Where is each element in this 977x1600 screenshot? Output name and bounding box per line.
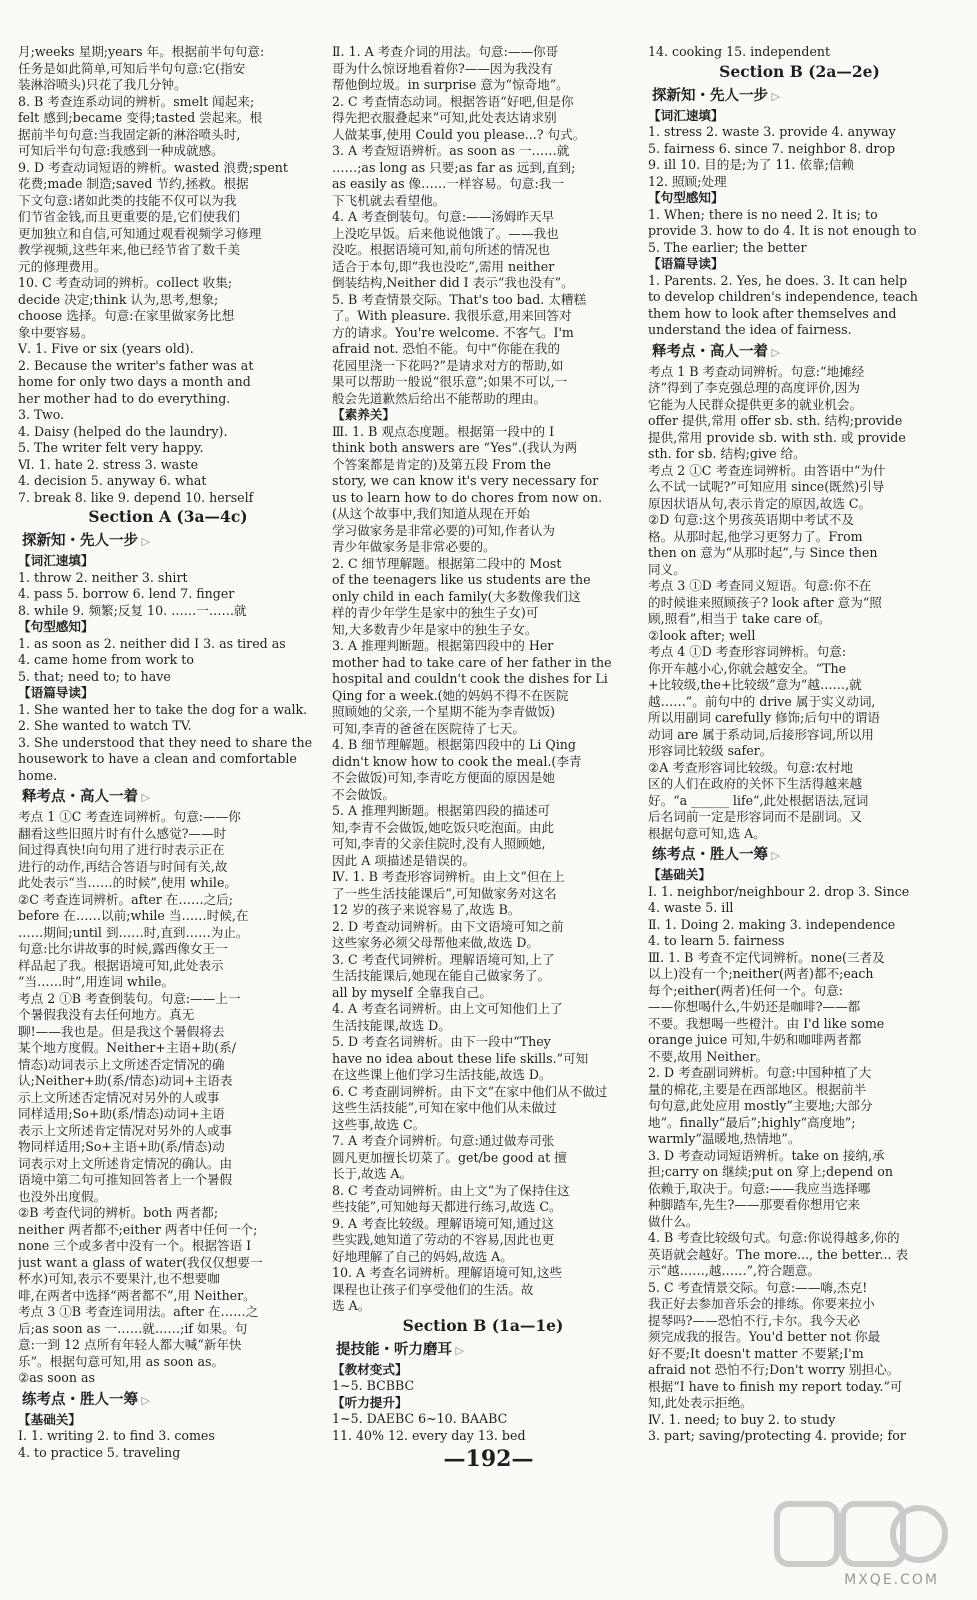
answer-line: 了。With pleasure. 我很乐意,用来回答对 [332, 308, 572, 323]
answer-line: 3. A 推理判断题。根据第四段中的 Her [332, 638, 554, 653]
answer-line: 好地理解了自己的妈妈,故选 A。 [332, 1248, 513, 1264]
bracket-label: 【语篇导读】 [648, 256, 724, 271]
answer-line: 每个;either(两者)任何一个。句意: [648, 982, 843, 998]
answer-line: Ⅱ. 1. A 考查介词的用法。句意:——你哥 [332, 44, 559, 59]
answer-line: 12. 照顾;处理 [648, 173, 727, 189]
answer-line: 上没吃早饭。后来他说他饿了。——我也 [332, 225, 559, 241]
answer-line: ②D 句意:这个男孩英语期中考试不及 [648, 512, 854, 527]
answer-line: 照顾她的父亲,一个星期不能为李青做饭) [332, 704, 556, 719]
block-heading: 探新知・先人一步 ▷ [648, 83, 951, 108]
answer-line: hospital and couldn't cook the dishes for Li [332, 671, 608, 686]
answer-line: think both answers are “Yes”.(我认为两 [332, 440, 578, 455]
answer-line: ②as soon as [18, 1370, 95, 1385]
answer-line: 4. waste 5. ill [648, 900, 734, 915]
answer-line: 9. A 考查比较级。理解语境可知,通过这 [332, 1215, 555, 1231]
answer-line: 1. When; there is no need 2. It is; to [648, 206, 878, 222]
answer-line: 圆凡更加擅长切菜了。get/be good at 擅 [332, 1149, 567, 1165]
answer-line: 花园里浇一下花吗?”是请求对方的帮助,如 [332, 357, 564, 373]
section-heading: Section A (3a—4c) [88, 507, 248, 526]
answer-line: 象中要容易。 [18, 324, 94, 340]
answer-line: 示上文所述否定情况对另外的人或事 [18, 1089, 220, 1105]
answer-line: ②C 考查连词辨析。after 在……之后; [18, 891, 234, 907]
answer-line: 7. A 考查介词辨析。句意:通过做寿司张 [332, 1133, 555, 1148]
answer-line: have no idea about these life skills.”可知 [332, 1050, 589, 1066]
answer-line: 句句意,此处应用 mostly“主要地;大部分 [648, 1098, 873, 1113]
answer-line: 翻看这些旧照片时有什么感觉?——时 [18, 825, 227, 841]
answer-line: provide 3. how to do 4. It is not enough to [648, 223, 917, 238]
answer-line: 这些家务必须父母帮他来做,故选 D。 [332, 935, 540, 950]
answer-line: Ⅳ. 1. B 考查形容词辨析。由上文“但在上 [332, 869, 565, 884]
answer-line: 们节省金钱,而且更重要的是,它们使我们 [18, 209, 241, 224]
answer-line: 2. C 细节理解题。根据第二段中的 Most [332, 555, 562, 571]
answer-line: 2. D 考查副词辨析。句意:中国种植了大 [648, 1065, 872, 1080]
answer-line: 10. C 考查动词的辨析。collect 收集; [18, 275, 233, 290]
answer-line: ——你想喝什么,牛奶还是咖啡?——都 [648, 999, 861, 1014]
section-heading: Section B (1a—1e) [402, 1315, 564, 1335]
answer-line: as easily as 像……一样容易。句意:我一 [332, 176, 564, 191]
answer-line: 14. cooking 15. independent [648, 44, 831, 59]
answer-line: 示“越……,越……”,符合题意。 [648, 1263, 821, 1278]
answer-line: 可知,李青的爸爸在医院待了七天。 [332, 720, 525, 736]
page-number: —192— [443, 1446, 534, 1472]
answer-line: 同义。 [648, 561, 686, 577]
answer-line: 3. C 考查代词辨析。理解语境可知,上了 [332, 951, 555, 967]
answer-line: 可知后半句句意:我感到一种成就感。 [18, 143, 224, 158]
answer-line: 知,李青不会做饭,她吃饭只吃泡面。由此 [332, 819, 555, 835]
answer-line: 区的人们在政府的关怀下生活得越来越 [648, 776, 863, 791]
answer-line: felt 感到;became 变得;tasted 尝起来。根 [18, 110, 263, 125]
answer-line: 7. break 8. like 9. depend 10. herself [18, 489, 254, 505]
answer-line: 月;weeks 星期;years 年。根据前半句句意: [18, 44, 265, 59]
answer-line: 12 岁的孩子来说容易了,故选 B。 [332, 902, 521, 917]
answer-line: 学习做家务是非常必要的)可知,作者认为 [332, 522, 556, 538]
answer-line: 认;Neither+助(系/情态)动词+主语表 [18, 1073, 233, 1088]
answer-line: mother had to take care of her father in the [332, 654, 612, 670]
answer-line: 样品起了我。根据语境可知,此处表示 [18, 957, 224, 973]
answer-line: Ⅳ. 1. need; to buy 2. to study [648, 1411, 836, 1427]
answer-line: to develop children's independence, teach [648, 289, 918, 304]
answer-line: 得先把衣服叠起来”可知,此处表达请求别 [332, 110, 557, 125]
answer-line: 1. She wanted her to take the dog for a walk. [18, 701, 308, 717]
answer-line: 这些生活技能”,可知在家中他们从未做过 [332, 1100, 557, 1115]
answer-line: 生活技能课后,她现在能自己做家务了。 [332, 968, 551, 983]
answer-line: 4. to practice 5. traveling [18, 1444, 181, 1460]
answer-line: 种脚踏车,先生?——那要看你想用它来 [648, 1197, 861, 1212]
answer-line: 4. B 细节理解题。根据第四段中的 Li Qing [332, 737, 576, 752]
answer-line: 4. A 考查倒装句。句意:——汤姆昨天早 [332, 209, 555, 224]
answer-line: 不要,故用 Neither。 [648, 1048, 769, 1064]
answer-line: 花费;made 制造;saved 节约,拯救。根据 [18, 176, 249, 191]
answer-line: 没吃。根据语境可知,前句所述的情况也 [332, 242, 551, 257]
answer-line: 8. C 考查动词辨析。由上文“为了保持住这 [332, 1182, 570, 1198]
answer-line: 2. Because the writer's father was at [18, 357, 254, 373]
answer-line: 英语就会越好。The more..., the better... 表 [648, 1246, 909, 1262]
answer-line: 在这些课上他们学习生活技能,故选 D。 [332, 1067, 552, 1082]
answer-line: 么不试一试呢?”可知应用 since(既然)引导 [648, 479, 885, 494]
answer-line: 不会做饭)可知,李青吃方便面的原因是她 [332, 770, 556, 785]
answer-line: Ⅲ. 1. B 观点态度题。根据第一段中的 I [332, 423, 555, 439]
answer-line: housework to have a clean and comfortable [18, 751, 297, 766]
answer-line: 因此 A 项描述是错误的。 [332, 852, 476, 868]
answer-line: 5. The writer felt very happy. [18, 440, 204, 455]
answer-line: 8. while 9. 频繁;反复 10. ……一……就 [18, 602, 247, 618]
answer-line: 1. Parents. 2. Yes, he does. 3. It can help [648, 272, 908, 288]
answer-line: decide 决定;think 认为,思考,想象; [18, 291, 219, 307]
answer-line: 1. throw 2. neither 3. shirt [18, 569, 188, 585]
answer-line: 装淋浴喷头)只花了我几分钟。 [18, 77, 187, 92]
answer-line: 后名词前一定是形容词而不是副词。又 [648, 809, 863, 824]
answer-line: ②B 考查代词的辨析。both 两者都; [18, 1205, 219, 1220]
answer-line: 元的修理费用。 [18, 258, 107, 274]
answer-line: 样的青少年学生是家中的独生子女)可 [332, 605, 539, 620]
answer-line: 进行的动作,再结合答语与时间有关,故 [18, 858, 228, 874]
answer-line: 啡,在两者中选择“两者都不”,用 Neither。 [18, 1287, 256, 1303]
answer-line: 4. decision 5. anyway 6. what [18, 473, 207, 488]
answer-line: 1. as soon as 2. neither did I 3. as tired as [18, 635, 286, 651]
answer-line: ……期间;until 到……时,直到……为止。 [18, 924, 249, 940]
bracket-label: 【教材变式】 [332, 1361, 408, 1377]
answer-line: ……;as long as 只要;as far as 远到,直到; [332, 159, 576, 175]
answer-line: 8. B 考查连系动词的辨析。smelt 闻起来; [18, 93, 255, 109]
answer-line: 5. A 推理判断题。根据第四段的描述可 [332, 803, 551, 818]
answer-line: 1~5. DAEBC 6~10. BAABC [332, 1411, 508, 1426]
answer-line: 依赖于,取决于。句意:——我应当选择哪 [648, 1180, 871, 1196]
answer-line: 5. that; need to; to have [18, 668, 171, 684]
answer-line: 我正好去参加音乐会的排练。你要来拉小 [648, 1296, 875, 1311]
answer-line: 它能为人民群众提供更多的就业机会。 [648, 396, 863, 412]
answer-line: 5. D 考查名词辨析。由下一段中“They [332, 1034, 551, 1049]
bracket-label: 【基础关】 [18, 1411, 81, 1427]
answer-line: afraid not 恐怕不行;Don't worry 别担心。 [648, 1362, 900, 1377]
answer-line: 表示上文所述肯定情况对另外的人或事 [18, 1122, 233, 1138]
answer-line: 了一些生活技能课后”,可知做家务对这名 [332, 885, 557, 901]
answer-line: 考点 4 ①D 考查形容词辨析。句意: [648, 644, 847, 659]
answer-line: 这些事,故选 C。 [332, 1116, 426, 1132]
answer-line: 3. part; saving/protecting 4. provide; for [648, 1428, 906, 1443]
answer-line: 动词 are 属于系动词,后接形容词,所以用 [648, 726, 874, 742]
answer-line: 据前半句句意:当我固定新的淋浴喷头时, [18, 126, 241, 142]
block-heading: 释考点・高人一着 ▷ [648, 339, 951, 364]
answer-line: 的时候谁来照顾孩子? look after 意为“照 [648, 594, 882, 610]
answer-line: 倒装结构,Neither did I 表示“我也没有”。 [332, 275, 574, 290]
bracket-label: 【句型感知】 [18, 619, 94, 634]
answer-line: offer 提供,常用 offer sb. sth. 结构;provide [648, 413, 903, 428]
answer-line: 任务是如此简单,可知后半句句意:它(指安 [18, 60, 246, 76]
answer-line: 5. C 考查情景交际。句意:——嗨,杰克! [648, 1279, 868, 1295]
answer-line: 2. D 考查动词辨析。由下文语境可知之前 [332, 918, 564, 934]
answer-line: 顾,照看”,相当于 take care of。 [648, 611, 831, 626]
answer-line: all by myself 全靠我自己。 [332, 984, 492, 1000]
answer-line: 4. came home from work to [18, 652, 194, 667]
answer-line: 量的棉花,主要是在西部地区。根据前半 [648, 1081, 867, 1097]
answer-line: 越……”。前句中的 drive 属于实义动词, [648, 693, 876, 709]
answer-line: sth. for sb. 结构;give 给。 [648, 446, 806, 461]
answer-line: story, we can know it's very necessary for [332, 473, 599, 488]
answer-line: understand the idea of fairness. [648, 322, 852, 337]
answer-line: 知,此处表示拒绝。 [648, 1395, 753, 1410]
answer-line: 4. Daisy (helped do the laundry). [18, 423, 228, 439]
answer-line: 般会先道歉然后给出不能帮助的理由。 [332, 390, 547, 406]
answer-line: home. [18, 767, 58, 783]
answer-line: 杯水)可知,表示不要果汁,也不想要咖 [18, 1271, 220, 1286]
block-heading: 释考点・高人一着 ▷ [18, 784, 318, 809]
section-heading: Section B (2a—2e) [719, 61, 880, 81]
answer-line: 乐”。根据句意可知,用 as soon as。 [18, 1353, 225, 1369]
answer-line: 知,大多数青少年是家中的独生子女。 [332, 621, 538, 637]
answer-column-middle [332, 44, 634, 1444]
answer-line: 地”。finally“最后”;highly“高度地”; [648, 1114, 856, 1130]
answer-line: (从这个故事中,我们知道从现在开始 [332, 506, 530, 521]
answer-line: 青少年做家务是非常必要的。 [332, 539, 496, 554]
answer-line: 哥为什么惊讶地看着你?——因为我没有 [332, 60, 553, 76]
answer-line: 间过得真快!向句用了进行时表示正在 [18, 842, 225, 857]
answer-line: warmly“温暖地,热情地”。 [648, 1131, 801, 1146]
answer-line: Ⅵ. 1. hate 2. stress 3. waste [18, 456, 199, 472]
answer-line: 10. A 考查名词辨析。理解语境可知,这些 [332, 1265, 563, 1280]
block-heading: 探新知・先人一步 ▷ [18, 528, 318, 553]
block-heading: 练考点・胜人一筹 ▷ [648, 842, 951, 867]
answer-line: 你开车越小心,你就会越安全。“The [648, 660, 847, 676]
answer-line: 考点 2 ①B 考查倒装句。句意:——上一 [18, 990, 241, 1006]
answer-line: 1. stress 2. waste 3. provide 4. anyway [648, 124, 896, 139]
answer-line: 帮他倒垃圾。in surprise 意为“惊奇地”。 [332, 77, 569, 92]
answer-line: 句意:比尔讲故事的时候,露西像女王一 [18, 941, 228, 956]
answer-line: 词表示对上文所述肯定情况的确认。由 [18, 1155, 233, 1171]
answer-line: home for only two days a month and [18, 374, 251, 389]
answer-line: 物同样适用;So+主语+助(系/情态)动 [18, 1139, 225, 1154]
answer-line: only child in each family(大多数像我们这 [332, 588, 581, 604]
answer-line: 所以用副词 carefully 修饰;后句中的谓语 [648, 710, 880, 725]
answer-line: none 三个或多者中没有一个。根据答语 I [18, 1238, 252, 1253]
answer-line: of the teenagers like us students are the [332, 572, 591, 587]
answer-line: 教学视频,这些年来,他已经节省了数千美 [18, 242, 241, 257]
answer-line: 同样适用;So+助(系/情态)动词+主语 [18, 1106, 225, 1121]
answer-line: 聊!——我也是。但是我这个暑假将去 [18, 1023, 225, 1039]
answer-line: 2. C 考查情态动词。根据答语“好吧,但是你 [332, 93, 574, 109]
answer-line: 2. She wanted to watch TV. [18, 718, 192, 733]
answer-line: 3. D 考查动词短语辨析。take on 接纳,承 [648, 1147, 885, 1163]
answer-line: 9. ill 10. 目的是;为了 11. 依靠;信赖 [648, 157, 855, 172]
answer-line: then on 意为“从那时起”,与 Since then [648, 545, 878, 560]
answer-line: 人做某事,使用 Could you please...? 句式。 [332, 126, 586, 142]
answer-line: 做什么。 [648, 1213, 699, 1229]
answer-line: 某个地方度假。Neither+主语+助(系/ [18, 1040, 236, 1055]
answer-line: Ⅰ. 1. neighbor/neighbour 2. drop 3. Since [648, 883, 910, 899]
answer-line: 下文句意:诸如此类的技能不仅可以为我 [18, 192, 237, 208]
answer-line: Ⅱ. 1. Doing 2. making 3. independence [648, 916, 896, 932]
answer-line: them how to look after themselves and [648, 305, 897, 321]
answer-line: 考点 1 ①C 考查连词辨析。句意:——你 [18, 809, 241, 824]
answer-line: 长于,故选 A。 [332, 1166, 413, 1181]
bracket-label: 【句型感知】 [648, 190, 724, 205]
answer-line: 提琴吗?——恐怕不行,卡尔。我今天必 [648, 1312, 861, 1328]
answer-line: 后;as soon as 一……就……;if 如果。句 [18, 1320, 248, 1336]
answer-line: 5. The earlier; the better [648, 239, 807, 255]
answer-line: 4. pass 5. borrow 6. lend 7. finger [18, 586, 235, 601]
watermark-text: MXQE.COM [844, 1572, 939, 1588]
answer-line: 适合于本句,即“我也没吃”,需用 neither [332, 258, 555, 274]
answer-line: 好。“a ______ life”,此处根据语法,冠词 [648, 792, 869, 808]
answer-line: just want a glass of water(我仅仅想要一 [18, 1254, 263, 1270]
answer-line: 下飞机就去看望他。 [332, 192, 446, 208]
answer-line: choose 选择。句意:在家里做家务比想 [18, 308, 235, 323]
bracket-label: 【词汇速填】 [18, 553, 94, 568]
answer-line: 方的请求。You're welcome. 不客气。I'm [332, 324, 574, 340]
answer-line: 选 A。 [332, 1298, 371, 1313]
answer-line: “当……时”,用连词 while。 [18, 974, 175, 989]
answer-line: 格。从那时起,他学习更努力了。From [648, 528, 863, 544]
answer-line: 不要。我想喝一些橙汁。由 I'd like some [648, 1015, 885, 1031]
answer-line: 意:一到 12 点所有年轻人都大喊“新年快 [18, 1337, 242, 1352]
answer-line: orange juice 可知,牛奶和咖啡两者都 [648, 1032, 862, 1047]
answer-line: 些技能”,可知她每天都进行练习,故选 C。 [332, 1199, 562, 1214]
bracket-label: 【基础关】 [648, 867, 711, 882]
answer-line: 考点 2 ①C 考查连词辨析。由答语中“为什 [648, 462, 886, 478]
answer-line: 4. A 考查名词辨析。由上文可知他们上了 [332, 1001, 563, 1016]
answer-line: ②A 考查形容词比较级。句意:农村地 [648, 759, 853, 775]
answer-line: 1~5. BCBBC [332, 1378, 415, 1393]
answer-line: 果可以帮助一般说“很乐意”;如果不可以,一 [332, 374, 568, 389]
block-heading: 练考点・胜人一筹 ▷ [18, 1387, 318, 1412]
answer-line: before 在……以前;while 当……时候,在 [18, 908, 249, 923]
answer-line: 9. D 考查动词短语的辨析。wasted 浪费;spent [18, 159, 288, 175]
answer-line: 4. B 考查比较级句式。句意:你说得越多,你的 [648, 1230, 900, 1245]
answer-line: 4. to learn 5. fairness [648, 933, 785, 948]
bracket-label: 【语篇导读】 [18, 685, 94, 700]
answer-line: 根据“I have to finish my report today.”可 [648, 1378, 903, 1394]
answer-line: 不会做饭。 [332, 786, 395, 802]
answer-line: 个暑假我没有去任何地方。真无 [18, 1007, 195, 1022]
answer-line: 5. B 考查情景交际。That's too bad. 太糟糕 [332, 291, 587, 307]
answer-line: Ⅴ. 1. Five or six (years old). [18, 341, 194, 356]
answer-line: 根据句意可知,选 A。 [648, 825, 766, 841]
answer-line: 更加独立和自信,可知通过观看视频学习修理 [18, 225, 262, 241]
answer-line: 考点 1 B 考查动词辨析。句意:“地摊经 [648, 363, 865, 379]
answer-line: 须完成我的报告。You'd better not 你最 [648, 1329, 881, 1344]
answer-line: 原因状语从句,表示肯定的原因,故选 C。 [648, 495, 872, 511]
answer-column-left [18, 44, 318, 1461]
answer-line: ②look after; well [648, 627, 756, 643]
answer-line: 语境中第二句可推知回答者上一个暑假 [18, 1172, 233, 1187]
answer-line: 个答案都是肯定的)及第五段 From the [332, 456, 551, 472]
answer-line: us to learn how to do chores from now on. [332, 489, 603, 505]
answer-line: 情态)动词表示上文所述否定情况的确 [18, 1056, 225, 1072]
answer-line: 5. fairness 6. since 7. neighbor 8. drop [648, 140, 896, 156]
answer-line: 此处表示“当……的时候”,使用 while。 [18, 875, 238, 890]
answer-line: 11. 40% 12. every day 13. bed [332, 1427, 526, 1443]
answer-line: 提供,常用 provide sb. with sth. 或 provide [648, 429, 906, 445]
answer-line: 也没外出度假。 [18, 1188, 107, 1204]
answer-line: 些实践,她知道了劳动的不容易,因此也更 [332, 1232, 555, 1247]
answer-line: 考点 3 ①B 考查连词用法。after 在……之 [18, 1304, 259, 1319]
answer-line: 3. She understood that they need to share the [18, 734, 313, 750]
answer-line: 6. C 考查副词辨析。由下文“在家中他们从不做过 [332, 1083, 608, 1099]
bracket-label: 【素养关】 [332, 407, 395, 422]
answer-line: 济”得到了李克强总理的高度评价,因为 [648, 380, 860, 395]
answer-line: her mother had to do everything. [18, 390, 231, 406]
answer-line: 形容词比较级 safer。 [648, 743, 773, 758]
answer-line: 考点 3 ①D 考查同义短语。句意:你不在 [648, 578, 872, 593]
answer-line: Ⅲ. 1. B 考查不定代词辨析。none(三者及 [648, 949, 885, 965]
answer-line: 以上)没有一个;neither(两者)都不;each [648, 966, 874, 981]
answer-line: neither 两者都不;either 两者中任何一个; [18, 1221, 258, 1237]
answer-line: Ⅰ. 1. writing 2. to find 3. comes [18, 1428, 215, 1443]
answer-line: 3. Two. [18, 407, 65, 422]
answer-line: 可知,李青的父亲住院时,没有人照顾她, [332, 836, 546, 851]
answer-line: 好不要;It doesn't matter 不要紧;I'm [648, 1345, 864, 1361]
answer-line: 担;carry on 继续;put on 穿上;depend on [648, 1164, 893, 1179]
answer-line: afraid not. 恐怕不能。句中“你能在我的 [332, 341, 561, 356]
answer-line: 3. A 考查短语辨析。as soon as 一……就 [332, 143, 570, 158]
answer-line: Qing for a week.(她的妈妈不得不在医院 [332, 687, 569, 703]
answer-line: +比较级,the+比较级”意为“越……,就 [648, 677, 862, 692]
answer-column-right [648, 44, 951, 1445]
block-heading: 提技能・听力磨耳 ▷ [332, 1337, 634, 1362]
bracket-label: 【听力提升】 [332, 1394, 408, 1410]
answer-line: 生活技能课,故选 D。 [332, 1017, 451, 1033]
answer-line: didn't know how to cook the meal.(李青 [332, 753, 582, 769]
bracket-label: 【词汇速填】 [648, 107, 724, 123]
answer-line: 课程也让孩子们享受他们的生活。故 [332, 1281, 534, 1297]
